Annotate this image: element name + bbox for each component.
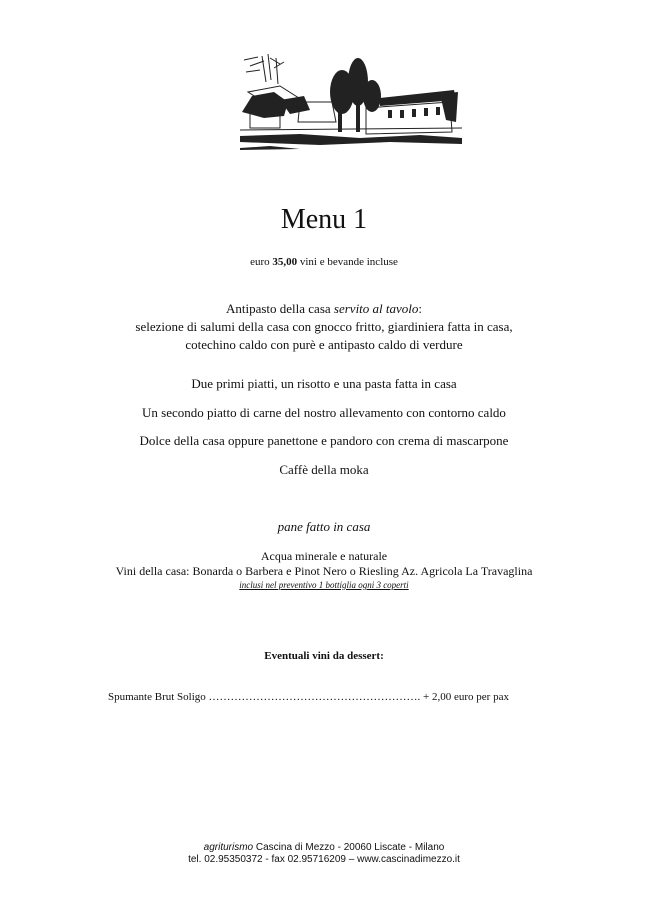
antipasto-served-note: servito al tavolo <box>333 301 419 316</box>
price-line <box>0 255 648 269</box>
footer <box>0 842 648 866</box>
drinks-section <box>0 549 648 591</box>
price-suffix: vini e bevande incluse <box>299 256 398 268</box>
price-amount: 35,00 <box>272 256 298 268</box>
antipasto-description-1: selezione di salumi della casa con gnocco fritto, giardiniera fatta in casa, <box>135 319 513 334</box>
dessert-wine-name: Spumante Brut Soligo <box>108 691 206 703</box>
dessert-wine-leader-dots: …………………………………………………. <box>208 691 421 703</box>
dessert-wine-row <box>108 690 548 704</box>
dolce-course: Dolce della casa oppure panettone e pandoro con crema di mascarpone <box>139 433 509 448</box>
bread-note: pane fatto in casa <box>277 519 371 534</box>
antipasto-description-2: cotechino caldo con purè e antipasto caldo di verdure <box>185 337 463 352</box>
antipasto-heading <box>0 300 648 318</box>
antipasto-label: Antipasto della casa <box>225 301 334 316</box>
price-prefix: euro <box>250 256 270 268</box>
menu-title: Menu 1 <box>280 204 368 235</box>
farmhouse-sketch-logo <box>240 52 462 152</box>
wine-included-note: inclusi nel preventivo 1 bottiglia ogni 3 coperti <box>239 580 409 590</box>
water-line: Acqua minerale e naturale <box>260 549 388 563</box>
house-wines-line: Vini della casa: Bonarda o Barbera e Pinot Nero o Riesling Az. Agricola La Travaglina <box>115 564 533 578</box>
caffe-course: Caffè della moka <box>279 462 369 477</box>
secondo-course: Un secondo piatto di carne del nostro allevamento con contorno caldo <box>142 405 506 420</box>
antipasto-colon: : <box>418 301 423 316</box>
footer-agriturismo: agriturismo <box>203 842 254 853</box>
dessert-wine-price: + 2,00 euro per pax <box>423 691 509 703</box>
footer-address-line <box>0 842 648 854</box>
footer-contacts-line: tel. 02.95350372 - fax 02.95716209 – www.cascinadimezzo.it <box>188 854 460 865</box>
antipasto-course <box>0 300 648 354</box>
dessert-wines-title: Eventuali vini da dessert: <box>264 650 384 662</box>
footer-address: Cascina di Mezzo - 20060 Liscate - Milano <box>253 842 445 853</box>
primi-course: Due primi piatti, un risotto e una pasta fatta in casa <box>191 376 457 391</box>
